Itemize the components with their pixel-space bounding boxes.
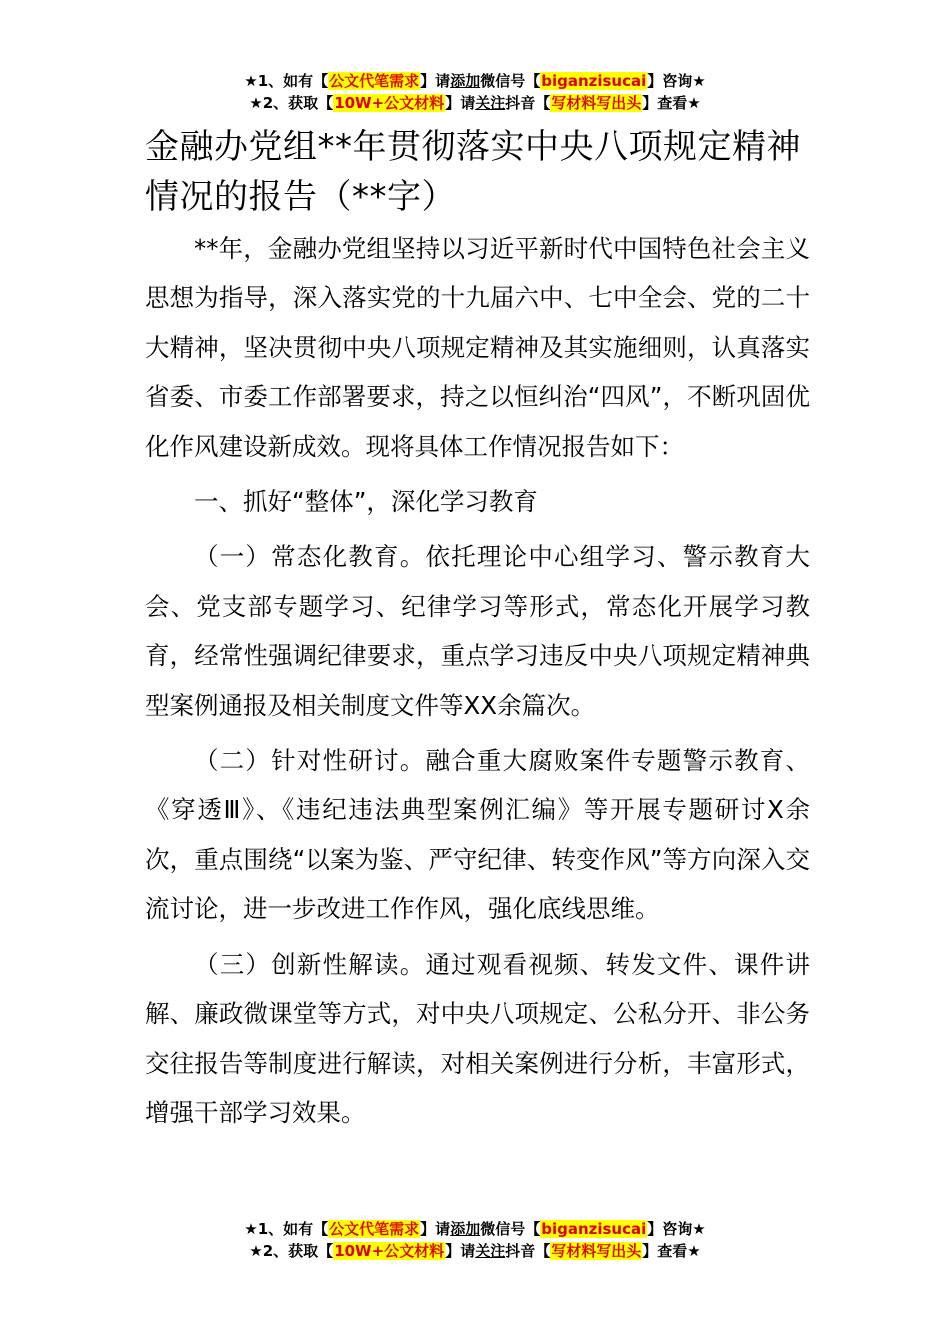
highlight-text: 公文代笔需求	[329, 1220, 420, 1238]
highlight-text: biganzisucai	[541, 72, 647, 90]
promo-banner-bottom	[0, 1218, 950, 1262]
promo-line-2: ★2、获取【10W+公文材料】请关注抖音【写材料写出头】查看★	[249, 1242, 701, 1260]
highlight-text: 10W+公文材料	[334, 1242, 445, 1260]
highlight-text: 公文代笔需求	[329, 72, 420, 90]
promo-line-2: ★2、获取【10W+公文材料】请关注抖音【写材料写出头】查看★	[249, 94, 701, 112]
highlight-text: biganzisucai	[541, 1220, 647, 1238]
promo-line-1: ★1、如有【公文代笔需求】请添加微信号【biganzisucai】咨询★	[244, 72, 706, 90]
highlight-text: 10W+公文材料	[334, 94, 445, 112]
promo-banner-top	[0, 70, 950, 114]
promo-line-1: ★1、如有【公文代笔需求】请添加微信号【biganzisucai】咨询★	[244, 1220, 706, 1238]
paragraph-intro: **年，金融办党组坚持以习近平新时代中国特色社会主义思想为指导，深入落实党的十九届六中、七中全会、党的二十大精神，坚决贯彻中央八项规定精神及其实施细则，认真落实省委、市委工作部署要求，持之以恒纠治“四风”，不断巩固优化作风建设新成效。现将具体工作情况报告如下：	[145, 234, 810, 461]
paragraph-item-2: （二）针对性研讨。融合重大腐败案件专题警示教育、《穿透Ⅲ》、《违纪违法典型案例汇编》等开展专题研讨X余次，重点围绕“以案为鉴、严守纪律、转变作风”等方向深入交流讨论，进一步改进工作作风，强化底线思维。	[145, 746, 810, 924]
paragraph-item-3: （三）创新性解读。通过观看视频、转发文件、课件讲解、廉政微课堂等方式，对中央八项规定、公私分开、非公务交往报告等制度进行解读，对相关案例进行分析，丰富形式，增强干部学习效果。	[145, 949, 810, 1127]
document-body	[145, 224, 810, 1137]
document-title: 金融办党组**年贯彻落实中央八项规定精神情况的报告（**字）	[145, 127, 801, 217]
highlight-text: 写材料写出头	[551, 1242, 642, 1260]
highlight-text: 写材料写出头	[551, 94, 642, 112]
section-heading: 一、抓好“整体”，深化学习教育	[194, 487, 538, 517]
paragraph-item-1: （一）常态化教育。依托理论中心组学习、警示教育大会、党支部专题学习、纪律学习等形式，常态化开展学习教育，经常性强调纪律要求，重点学习违反中央八项规定精神典型案例通报及相关制度文件等XX余篇次。	[145, 542, 810, 720]
